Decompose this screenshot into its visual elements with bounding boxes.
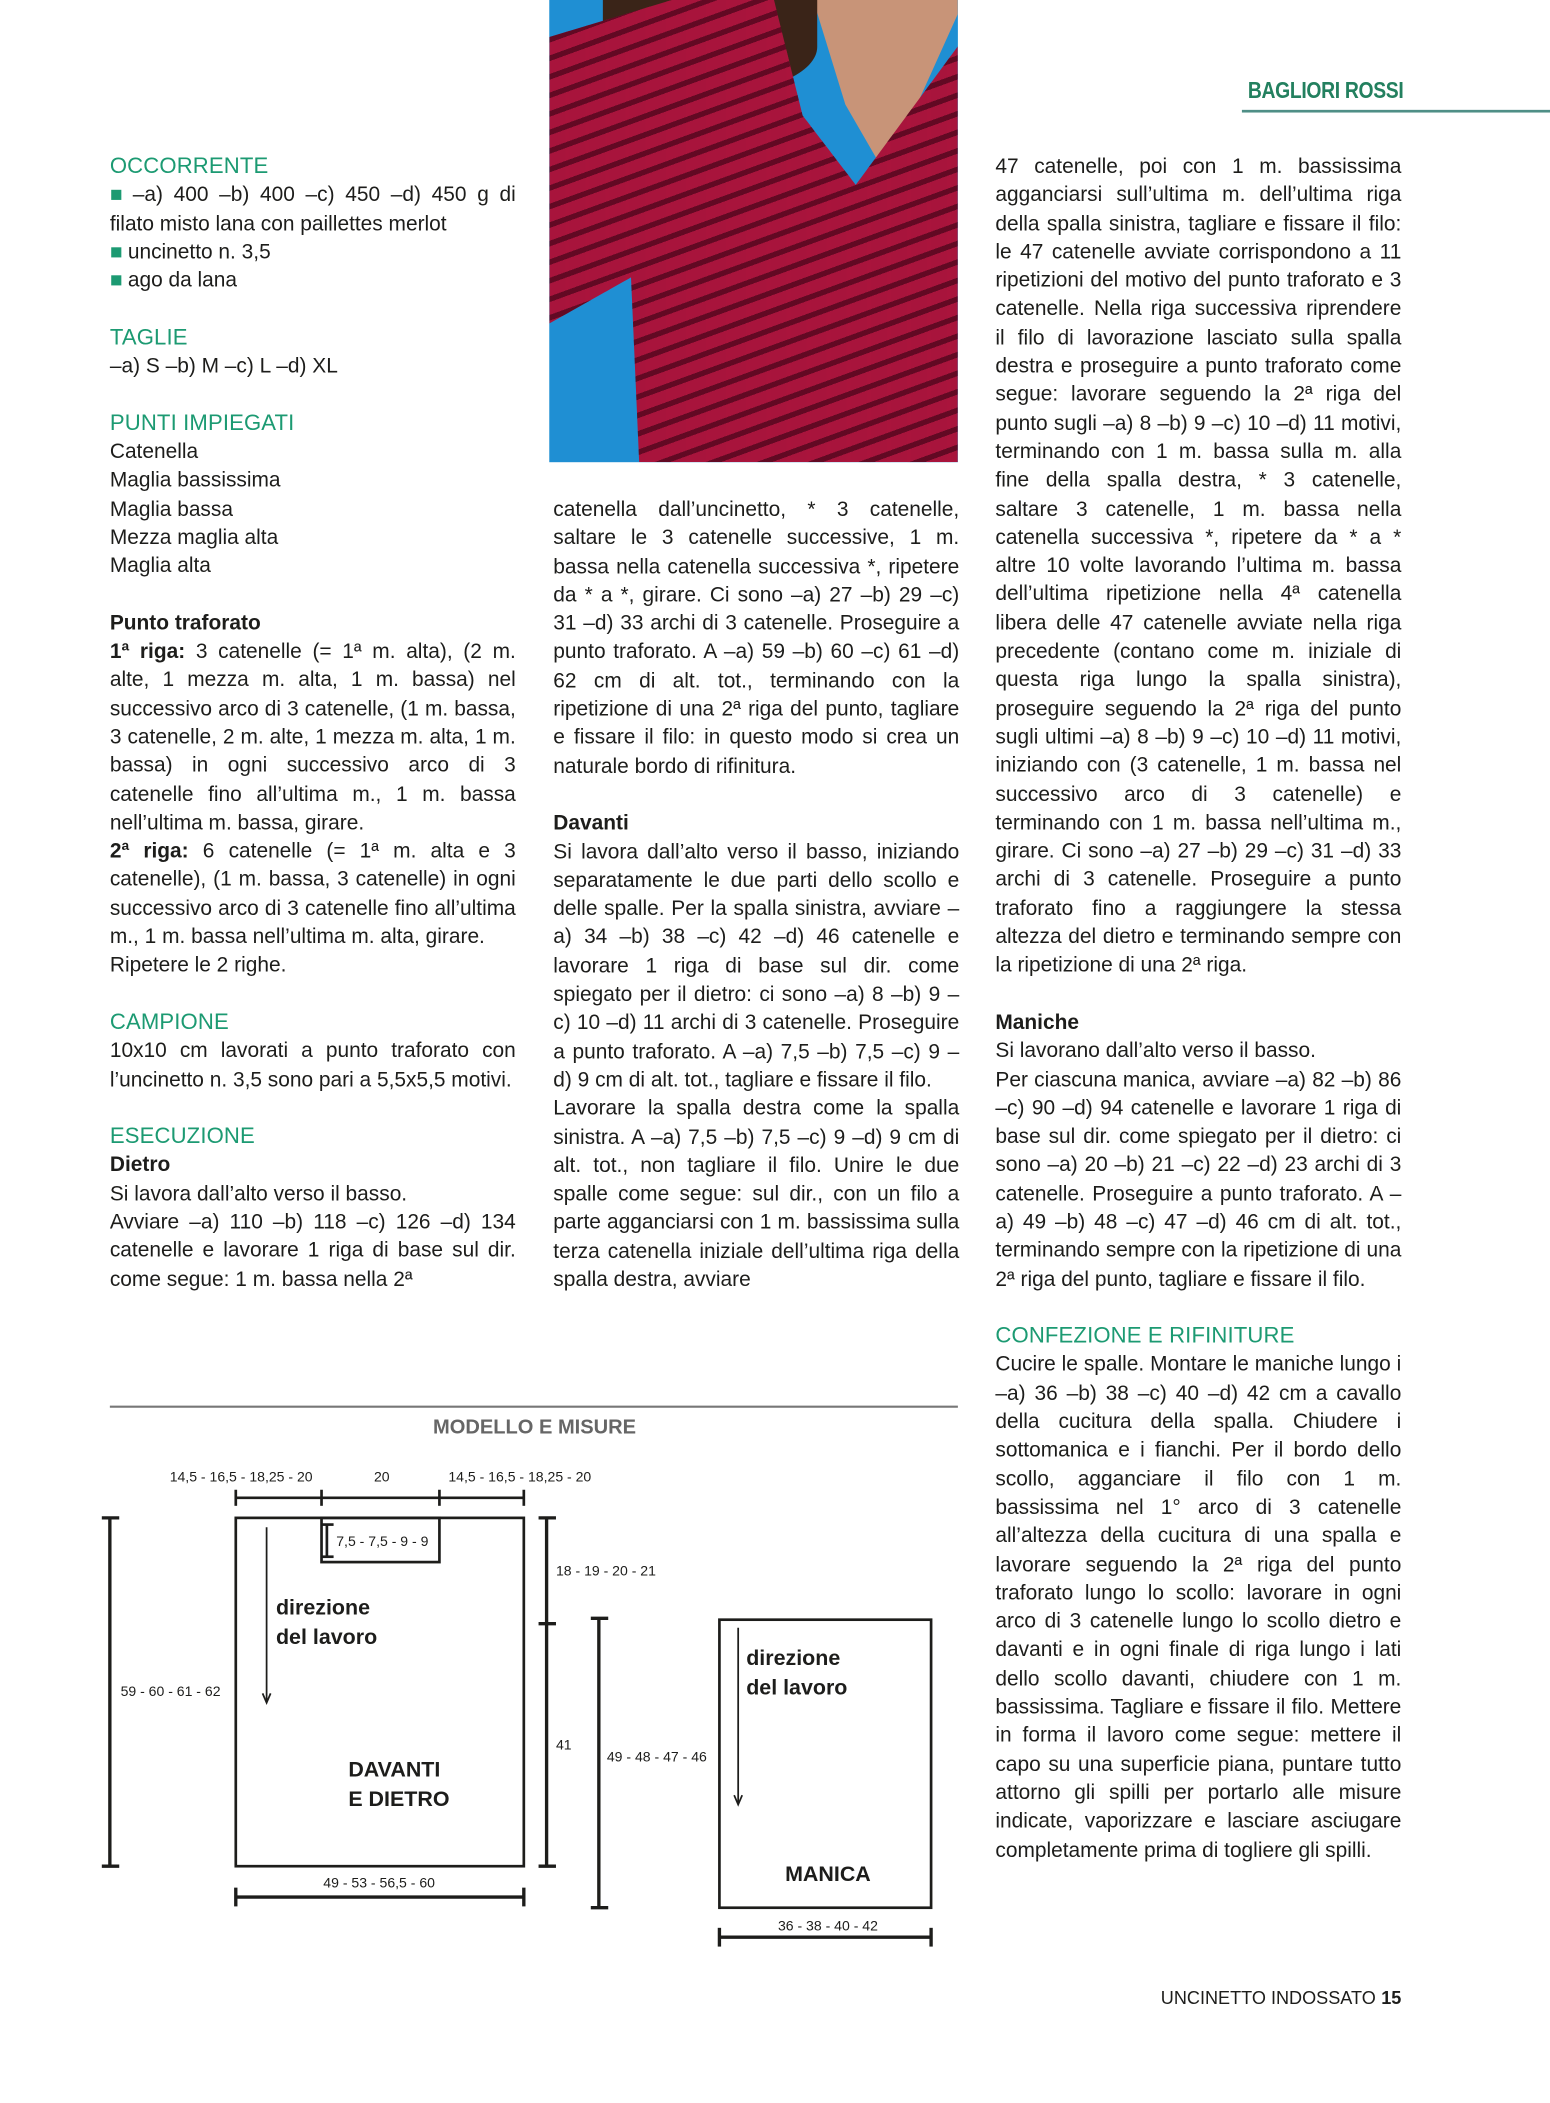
sleeve-direction-arrow-icon xyxy=(734,1628,742,1805)
total-length-label: 59 - 60 - 61 - 62 xyxy=(120,1683,221,1700)
neck-depth-bar xyxy=(322,1525,334,1557)
bullet-square-icon: ■ xyxy=(109,183,128,207)
body-direction-arrow-icon xyxy=(263,1527,271,1703)
sleeve-length-dimension-bar xyxy=(591,1618,608,1907)
sweater-photo xyxy=(549,0,958,462)
davanti-continued: 47 catenelle, poi con 1 m. bassissima agganciarsi sull’ultima m. dell’ultima riga della spalla sinistra, tagliare e fissare il filo: le 47 catenelle avviate corrispondono a 11 ripetizioni del motivo del punto traforato e 3 catenelle. Nella riga successiva riprendere il filo di lavorazione lasciato sulla spalla destra e proseguire a punto traforato come segue: lavorare seguendo la 2ª riga del punto sugli –a) 8 –b) 9 –c) 10 –d) 11 motivi, terminando con 1 m. bassa sulla m. alla fine della spalla destra, * 3 catenelle, saltare 3 catenelle, 1 m. bassa nella catenella successiva *, ripetere da * a * altre 10 volte lavorando l’ultima m. bassa dell’ultima ripetizione nella 4ª catenella libera delle 47 catenelle avviate nella riga precedente (contano come m. iniziale di questa riga lungo la spalla sinistra), proseguire seguendo la 2ª riga del punto sugli ultimi –a) 8 –b) 9 –c) 10 –d) 11 motivi, iniziando con (3 catenelle, 1 m. bassa nel successivo arco di 3 catenelle) e terminando con 1 m. bassa nell’ultima m., girare. Ci sono –a) 27 –b) 29 –c) 31 –d) 33 archi di 3 catenelle. Proseguire a punto traforato fino a raggiungere la stessa altezza del dietro e terminando sempre con la ripetizione di una 2ª riga. xyxy=(995,155,1402,978)
heading-punto-traforato: Punto traforato xyxy=(109,611,261,635)
maniche-intro: Si lavorano dall’alto verso il basso. xyxy=(995,1039,1316,1063)
heading-confezione: CONFEZIONE E RIFINITURE xyxy=(995,1323,1295,1348)
row-1-text: 3 catenelle (= 1ª m. alta), (2 m. alte, 1 mezza m. alta, 1 m. bassa) nel successivo arco di 3 catenelle, (1 m. bassa, 3 catenelle, 2 m. alte, 1 mezza m. alta, 1 m. bassa) in ogni successivo arco di 3 catenelle fino all’ultima m., 1 m. bassa nell’ultima m. bassa, girare. xyxy=(109,640,516,835)
body-piece-label: E DIETRO xyxy=(348,1786,450,1811)
heading-dietro: Dietro xyxy=(109,1154,171,1177)
bullet-square-icon: ■ xyxy=(109,240,123,264)
sleeve-direction-label: direzione xyxy=(746,1646,841,1671)
repeat-text: Ripetere le 2 righe. xyxy=(109,954,287,978)
sleeve-width-label: 36 - 38 - 40 - 42 xyxy=(777,1917,878,1934)
side-length-label: 41 xyxy=(555,1736,572,1753)
body-piece-label: DAVANTI xyxy=(348,1757,441,1782)
dietro-text: Avviare –a) 110 –b) 118 –c) 126 –d) 134 catenelle e lavorare 1 riga di base sul dir. come segue: 1 m. bassa nella 2ª xyxy=(109,1211,516,1291)
armhole-label: 18 - 19 - 20 - 21 xyxy=(555,1562,656,1579)
header-rule xyxy=(1242,110,1550,113)
body-direction-label: del lavoro xyxy=(275,1624,378,1649)
heading-campione: CAMPIONE xyxy=(109,1010,229,1035)
row-2-label: 2ª riga: xyxy=(109,840,189,863)
section-title: BAGLIORI ROSSI xyxy=(1248,77,1405,104)
materials-item xyxy=(110,267,516,296)
body-piece-outline xyxy=(236,1518,524,1866)
page-footer xyxy=(1161,1988,1402,2008)
stitch-item: Maglia bassissima xyxy=(109,469,281,493)
heading-occorrente: OCCORRENTE xyxy=(109,154,269,179)
row-1-label: 1ª riga: xyxy=(109,640,186,664)
heading-taglie: TAGLIE xyxy=(109,325,188,350)
neck-depth-label: 7,5 - 7,5 - 9 - 9 xyxy=(336,1533,429,1550)
shoulder-width-label: 14,5 - 16,5 - 18,25 - 20 xyxy=(169,1468,313,1485)
davanti-text-2: Lavorare la spalla destra come la spalla sinistra. A –a) 7,5 –b) 7,5 –c) 9 –d) 9 cm di alt. tot., non tagliare il filo. Unire le due spalle come segue: sul dir., con un filo a parte agganciarsi con 1 m. bassissima sulla terza catenella iniziale dell’ultima riga della spalla destra, avviare xyxy=(553,1097,960,1292)
sleeve-piece-label: MANICA xyxy=(785,1861,871,1886)
row-2-instructions xyxy=(110,837,516,951)
davanti-text-1: Si lavora dall’alto verso il basso, iniziando separatamente le due parti dello scollo e delle spalle. Per la spalla sinistra, avviare –a) 34 –b) 38 –c) 42 –d) 46 catenelle e lavorare 1 riga di base sul dir. come spiegato per il dietro: ci sono –a) 8 –b) 9 –c) 10 –d) 11 archi di 3 catenelle. Proseguire a punto traforato. A –a) 7,5 –b) 7,5 –c) 9 –d) 9 cm di alt. tot., tagliare e fissare il filo. xyxy=(553,840,960,1092)
shoulder-width-right-label: 14,5 - 16,5 - 18,25 - 20 xyxy=(448,1468,592,1485)
materials-item xyxy=(110,181,516,238)
sleeve-piece-outline xyxy=(719,1620,931,1908)
materials-text: uncinetto n. 3,5 xyxy=(127,240,271,264)
heading-davanti: Davanti xyxy=(553,812,629,835)
body-width-dimension-bar xyxy=(236,1888,524,1907)
magazine-name: UNCINETTO INDOSSATO xyxy=(1160,1988,1376,2009)
stitch-item: Mezza maglia alta xyxy=(109,526,279,550)
dietro-intro: Si lavora dall’alto verso il basso. xyxy=(109,1182,408,1206)
bullet-square-icon: ■ xyxy=(109,269,123,293)
column-2 xyxy=(553,496,959,1295)
body-width-label: 49 - 53 - 56,5 - 60 xyxy=(323,1874,435,1891)
materials-text: –a) 400 –b) 400 –c) 450 –d) 450 g di filato misto lana con paillettes merlot xyxy=(109,183,516,236)
neck-width-label: 20 xyxy=(374,1468,390,1485)
confezione-text: Cucire le spalle. Montare le maniche lungo i –a) 36 –b) 38 –c) 40 –d) 42 cm a cavallo della cucitura della spalla. Chiudere i sottomanica e i fianchi. Per il bordo dello scollo, agganciare il filo con 1 m. bassissima nel 1° arco di 3 catenelle all’altezza della cucitura di una spalla e lavorare seguendo la 2ª riga del punto traforato lungo lo scollo: lavorare in ogni arco di 3 catenelle lungo lo scollo dietro e davanti e in ogni finale di riga lungo i lati dello scollo davanti, chiudere con 1 m. bassissima. Tagliare e fissare il filo. Mettere in forma il lavoro come segue: mettere il capo su una superficie piana, puntare tutto attorno gli spilli per portarlo alle misure indicate, vaporizzare e lasciare asciugare completamente prima di togliere gli spilli. xyxy=(995,1353,1402,1862)
body-direction-label: direzione xyxy=(275,1595,371,1620)
armhole-side-dimension-bar xyxy=(539,1518,556,1866)
column-3 xyxy=(995,153,1401,1865)
sleeve-direction-label: del lavoro xyxy=(746,1675,848,1700)
sleeve-length-label: 49 - 48 - 47 - 46 xyxy=(606,1748,707,1765)
top-dimension-bar xyxy=(236,1490,524,1506)
column-1 xyxy=(110,153,516,1294)
length-dimension-bar xyxy=(102,1518,119,1866)
stitch-item: Catenella xyxy=(109,440,199,464)
maniche-text: Per ciascuna manica, avviare –a) 82 –b) 86 –c) 90 –d) 94 catenelle e lavorare 1 riga di base sul dir. come spiegato per il dietro: ci sono –a) 20 –b) 21 –c) 22 –d) 23 archi di 3 catenelle. Proseguire a punto traforato. A –a) 49 –b) 48 –c) 47 –d) 46 cm di alt. tot., terminando sempre con la ripetizione di una 2ª riga del punto, tagliare e fissare il filo. xyxy=(995,1068,1402,1291)
gauge-text: 10x10 cm lavorati a punto traforato con l’uncinetto n. 3,5 sono pari a 5,5x5,5 motivi. xyxy=(109,1039,516,1092)
stitch-item: Maglia bassa xyxy=(109,497,233,521)
diagram-title: MODELLO E MISURE xyxy=(433,1416,637,1439)
page-number: 15 xyxy=(1381,1988,1402,2009)
row-2-text: 6 catenelle (= 1ª m. alta e 3 catenelle), (1 m. bassa, 3 catenelle) in ogni successivo arco di 3 catenelle fino all’ultima m., 1 m. bassa nell’ultima m. alta, girare. xyxy=(109,840,516,949)
sizes-text: –a) S –b) M –c) L –d) XL xyxy=(109,355,338,378)
heading-maniche: Maniche xyxy=(995,1011,1079,1035)
materials-text: ago da lana xyxy=(127,269,238,293)
stitch-item: Maglia alta xyxy=(109,554,211,578)
heading-esecuzione: ESECUZIONE xyxy=(109,1124,255,1149)
neckline-outline xyxy=(322,1518,440,1562)
heading-punti: PUNTI IMPIEGATI xyxy=(109,410,295,435)
row-1-instructions xyxy=(110,638,516,838)
materials-item xyxy=(110,238,516,267)
dietro-continued: catenella dall’uncinetto, * 3 catenelle, saltare le 3 catenelle successive, 1 m. bassa nella catenella successiva *, ripetere da * a *, girare. Ci sono –a) 27 –b) 29 –c) 31 –d) 33 archi di 3 catenelle. Proseguire a punto traforato. A –a) 59 –b) 60 –c) 61 –d) 62 cm di alt. tot., terminando con la ripetizione di una 2ª riga del punto, tagliare e fissare il filo: in questo modo si crea un naturale bordo di rifinitura. xyxy=(553,498,960,778)
sleeve-width-dimension-bar xyxy=(719,1928,931,1947)
